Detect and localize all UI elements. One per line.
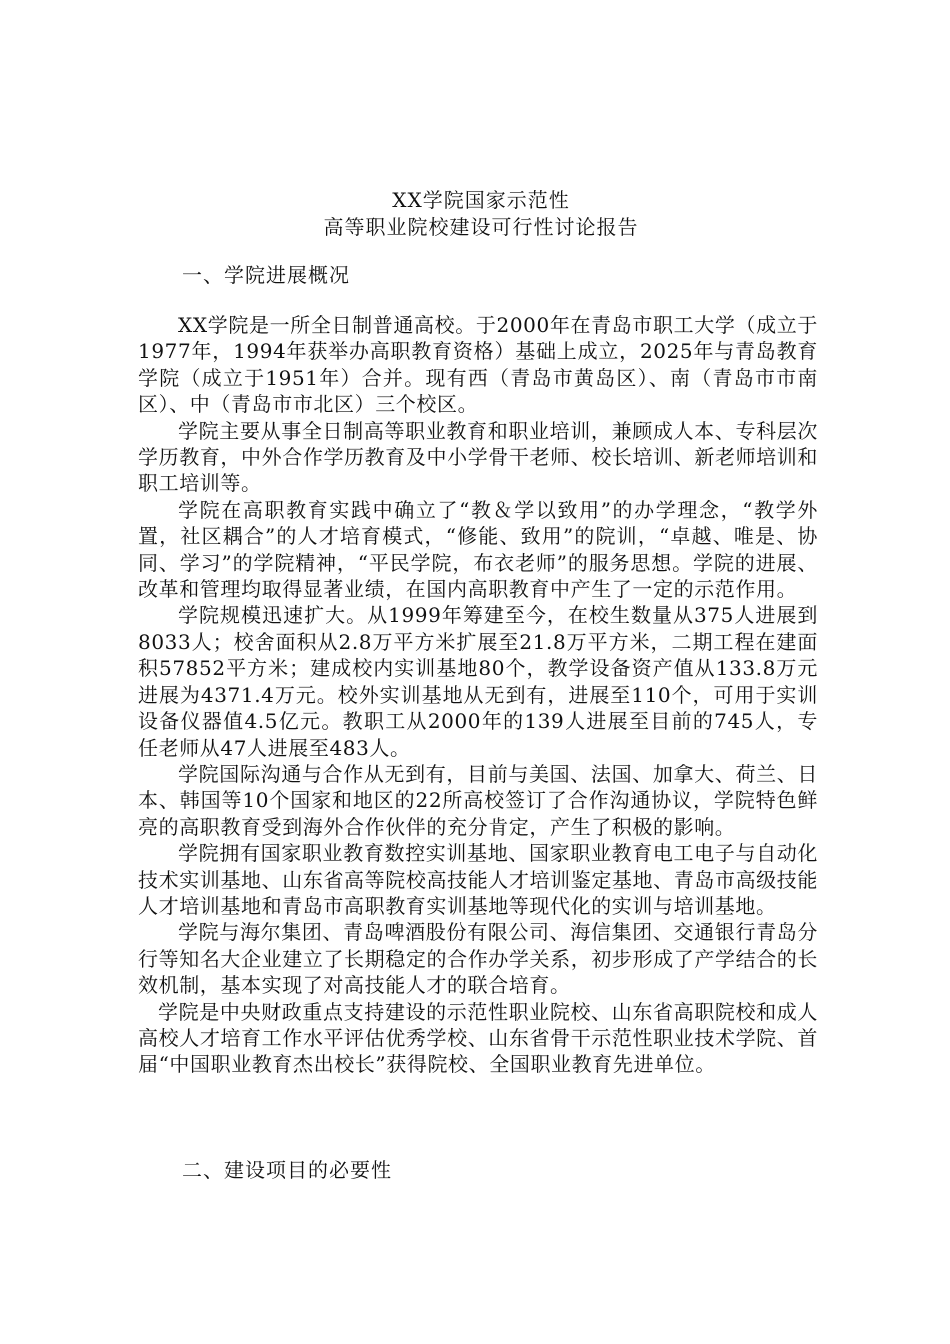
paragraph: XX学院是一所全日制普通高校。于2000年在青岛市职工大学（成立于1977年，1994年获举办高职教育资格）基础上成立，2025年与青岛教育学院（成立于1951年）合并。现有西（青岛市黄岛区）、南（青岛市市南区）、中（青岛市市北区）三个校区。 (138, 313, 818, 417)
paragraph: 学院国际沟通与合作从无到有，目前与美国、法国、加拿大、荷兰、日本、韩国等10个国家和地区的22所高校签订了合作沟通协议，学院特色鲜亮的高职教育受到海外合作伙伴的充分肯定，产生了积极的影响。 (138, 761, 818, 839)
document-title-line1: XX学院国家示范性 (392, 188, 570, 212)
section-heading-1: 一、学院进展概况 (182, 263, 350, 287)
document-body (138, 312, 818, 1078)
paragraph: 学院主要从事全日制高等职业教育和职业培训，兼顾成人本、专科层次学历教育，中外合作学历教育及中小学骨干老师、校长培训、新老师培训和职工培训等。 (138, 418, 818, 496)
paragraph: 学院在高职教育实践中确立了“教＆学以致用”的办学理念，“教学外置，社区耦合”的人才培育模式，“修能、致用”的院训，“卓越、唯是、协同、学习”的学院精神，“平民学院，布衣老师”的服务思想。学院的进展、改革和管理均取得显著业绩，在国内高职教育中产生了一定的示范作用。 (138, 497, 818, 602)
paragraph: 学院拥有国家职业教育数控实训基地、国家职业教育电工电子与自动化技术实训基地、山东省高等院校高技能人才培训鉴定基地、青岛市高级技能人才培训基地和青岛市高职教育实训基地等现代化的实训与培训基地。 (138, 841, 818, 918)
section-heading-2: 二、建设项目的必要性 (182, 1158, 392, 1182)
paragraph: 学院与海尔集团、青岛啤酒股份有限公司、海信集团、交通银行青岛分行等知名大企业建立了长期稳定的合作办学关系，初步形成了产学结合的长效机制，基本实现了对高技能人才的联合培育。 (138, 920, 818, 998)
document-title-line2: 高等职业院校建设可行性讨论报告 (323, 215, 639, 239)
paragraph: 学院是中央财政重点支持建设的示范性职业院校、山东省高职院校和成人高校人才培育工作水平评估优秀学校、山东省骨干示范性职业技术学院、首届“中国职业教育杰出校长”获得院校、全国职业教育先进单位。 (138, 999, 818, 1077)
paragraph: 学院规模迅速扩大。从1999年筹建至今，在校生数量从375人进展到8033人；校舍面积从2.8万平方米扩展至21.8万平方米，二期工程在建面积57852平方米；建成校内实训基地80个，教学设备资产值从133.8万元进展为4371.4万元。校外实训基地从无到有，进展至110个，可用于实训设备仪器值4.5亿元。教职工从2000年的139人进展至目前的745人，专任老师从47人进展至483人。 (138, 603, 818, 760)
